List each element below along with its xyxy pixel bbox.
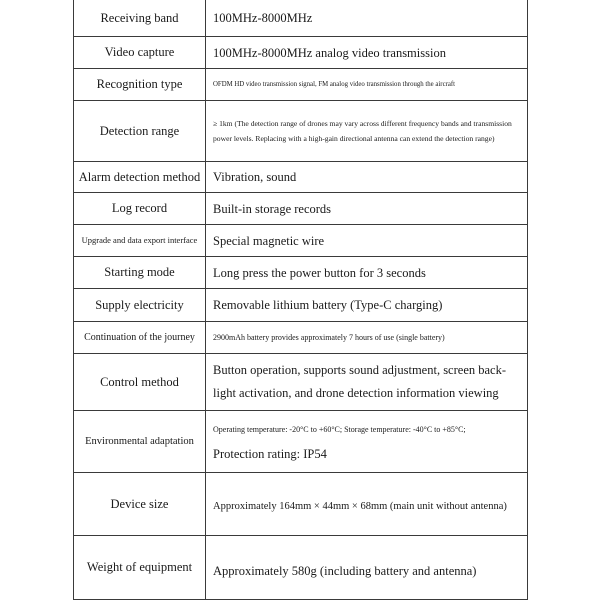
- spec-label: Device size: [74, 473, 206, 536]
- table-row: [74, 257, 528, 289]
- spec-label: Starting mode: [74, 257, 206, 289]
- table-row: [74, 354, 528, 411]
- device-size-value: Approximately 164mm × 44mm × 68mm (main unit without antenna): [213, 501, 507, 512]
- spec-value: Vibration, sound: [206, 162, 528, 193]
- spec-value: Special magnetic wire: [206, 225, 528, 257]
- table-row: [74, 0, 528, 37]
- spec-label: Environmental adaptation: [74, 411, 206, 473]
- spec-label: Continuation of the journey: [74, 322, 206, 354]
- spec-label: Alarm detection method: [74, 162, 206, 193]
- table-row: [74, 69, 528, 101]
- spec-label: Upgrade and data export interface: [74, 225, 206, 257]
- table-row: [74, 37, 528, 69]
- table-row: [74, 162, 528, 193]
- protection-rating: Protection rating: IP54: [213, 446, 327, 461]
- spec-label: Weight of equipment: [74, 536, 206, 600]
- weight-value: Approximately 580g (including battery and antenna): [213, 563, 477, 578]
- table-row: [74, 536, 528, 600]
- spec-value: Built-in storage records: [206, 193, 528, 225]
- spec-label: Detection range: [74, 101, 206, 162]
- table-row: [74, 322, 528, 354]
- spec-value: [206, 536, 528, 600]
- spec-value: Button operation, supports sound adjustment, screen back-light activation, and drone detection information viewing: [206, 354, 528, 411]
- specification-table: [73, 0, 528, 600]
- spec-value: Long press the power button for 3 seconds: [206, 257, 528, 289]
- table-row: [74, 193, 528, 225]
- spec-value: 2900mAh battery provides approximately 7 hours of use (single battery): [206, 322, 528, 354]
- spec-value: 100MHz-8000MHz: [206, 0, 528, 37]
- spec-value: ≥ 1km (The detection range of drones may vary across different frequency bands and transmission power levels. Replacing with a high-gain directional antenna can extend the detection range): [206, 101, 528, 162]
- table-row: [74, 225, 528, 257]
- spec-label: Supply electricity: [74, 289, 206, 322]
- operating-storage-temperature: Operating temperature: -20°C to +60°C; Storage temperature: -40°C to +85°C;: [213, 424, 466, 434]
- spec-value: OFDM HD video transmission signal, FM analog video transmission through the aircraft: [206, 69, 528, 101]
- spec-label: Recognition type: [74, 69, 206, 101]
- table-row: [74, 411, 528, 473]
- spec-label: Log record: [74, 193, 206, 225]
- table-row: [74, 473, 528, 536]
- table-row: [74, 101, 528, 162]
- spec-value: [206, 473, 528, 536]
- spec-value: [206, 411, 528, 473]
- spec-value: 100MHz-8000MHz analog video transmission: [206, 37, 528, 69]
- spec-label: Control method: [74, 354, 206, 411]
- table-row: [74, 289, 528, 322]
- spec-value: Removable lithium battery (Type-C charging): [206, 289, 528, 322]
- spec-label: Receiving band: [74, 0, 206, 37]
- spec-label: Video capture: [74, 37, 206, 69]
